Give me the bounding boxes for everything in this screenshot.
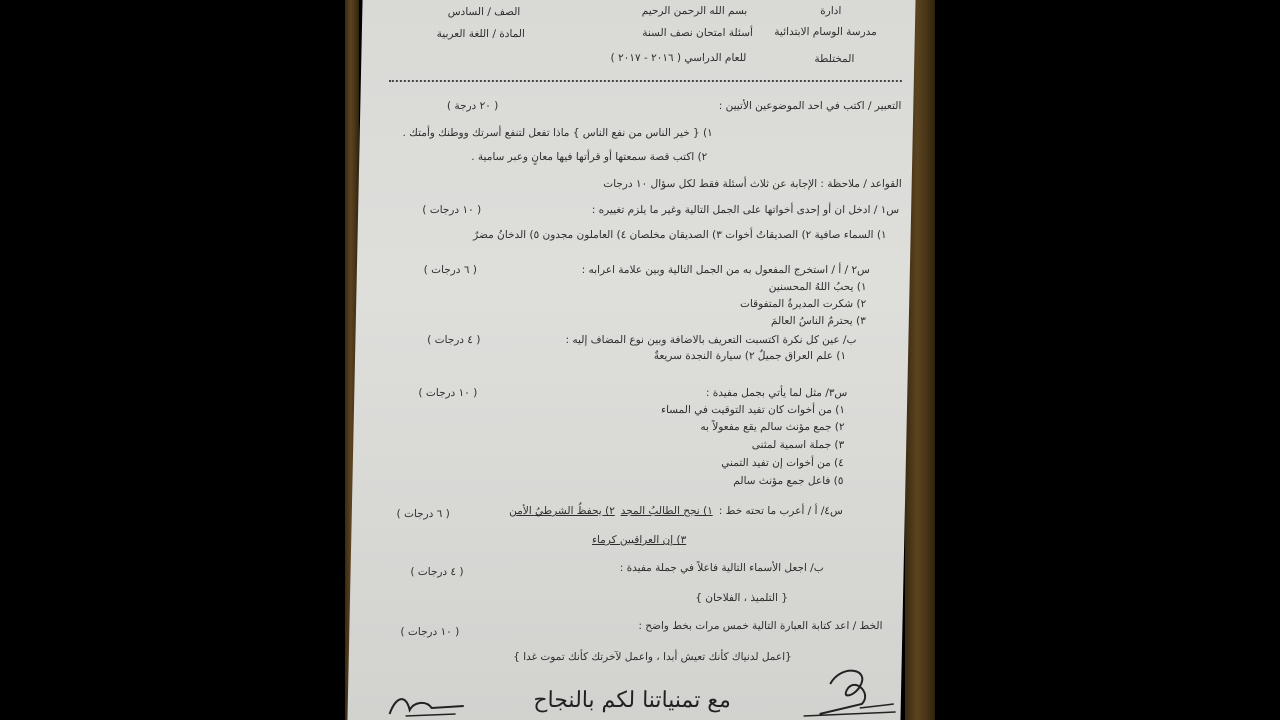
expression-heading: التعبير / اكتب في احد الموضوعين الأتيين :: [718, 100, 902, 112]
header-right-1: ادارة: [820, 5, 842, 17]
q2b-marks: ( ٤ درجات ): [427, 334, 481, 346]
header-center-3: للعام الدراسي ( ٢٠١٦ - ٢٠١٧ ): [610, 52, 747, 64]
q1-marks: ( ١٠ درجات ): [422, 204, 482, 216]
q2b-items: ١) علم العراق جميلٌ ٢) سيارة النجدة سريعةٌ: [653, 350, 847, 362]
q4a-marks: ( ٦ درجات ): [396, 508, 450, 520]
q2a-item-1: ١) يحبُ اللهُ المحسنين: [768, 281, 867, 293]
q3-item-3: ٣) جملة اسمية لمثنى: [751, 439, 845, 451]
q2a-item-2: ٢) شكرت المديرةُ المتفوقات: [739, 298, 867, 310]
exam-paper: [347, 0, 915, 720]
expression-item-1: ١) { خير الناس من نفع الناس } ماذا تفعل لتنفع أسرتك ووطنك وأمتك .: [402, 127, 713, 139]
header-right-3: المختلطة: [814, 53, 855, 65]
q2a-text: س٢ / أ / استخرج المفعول به من الجمل التالية وبين علامة اعرابه :: [581, 264, 871, 276]
q3-item-1: ١) من أخوات كان تفيد التوقيت في المساء: [660, 404, 846, 416]
handwriting-marks: ( ١٠ درجات ): [400, 626, 460, 638]
q4a-item-1: ١) نجح الطالبُ المجد: [620, 505, 713, 517]
q4a-text: س٤/ أ / أعرب ما تحته خط :: [718, 505, 843, 517]
header-right-2: مدرسة الوسام الابتدائية: [774, 26, 877, 38]
expression-item-2: ٢) اكتب قصة سمعتها أو قرأتها فيها معانٍ وعبر سامية .: [471, 151, 708, 163]
signature-left: [385, 688, 466, 720]
footer-wish: مع تمنياتنا لكم بالنجاح: [533, 688, 732, 713]
handwriting-quote: {اعمل لدنياك كأنك تعيش أبدا ، واعمل لآخرتك كأنك تموت غدا }: [513, 651, 792, 663]
q1-items: ١) السماء صافية ٢) الصديقاتُ أخوات ٣) الصديقان مخلصان ٤) العاملون مجدون ٥) الدخانُ مضرٌ: [473, 229, 887, 241]
q2a-marks: ( ٦ درجات ): [423, 264, 478, 276]
q2b-text: ب/ عين كل نكرة اكتسبت التعريف بالاضافة وبين نوع المضاف إليه :: [565, 334, 857, 346]
q3-item-4: ٤) من أخوات إن تفيد التمني: [721, 457, 844, 469]
q4b-text: ب/ اجعل الأسماء التالية فاعلاً في جملة مفيدة :: [619, 562, 824, 574]
expression-marks: ( ٢٠ درجة ): [446, 100, 499, 112]
q1-text: س١ / ادخل ان أو إحدى أخواتها على الجمل التالية وغير ما يلزم تغييره :: [591, 204, 900, 216]
q3-text: س٣/ مثل لما يأتي بجمل مفيدة :: [705, 387, 848, 399]
header-separator: [389, 80, 902, 82]
q3-item-2: ٢) جمع مؤنث سالم يقع مفعولاً به: [700, 421, 845, 433]
header-center-2: أسئلة امتحان نصف السنة: [642, 27, 753, 39]
q4a-item-2: ٢) يحفظُ الشرطيُ الأمن: [509, 505, 615, 517]
q4b-marks: ( ٤ درجات ): [410, 566, 464, 578]
q4b-items: { التلميذ ، الفلاحان }: [695, 592, 789, 604]
grammar-heading: القواعد / ملاحظة : الإجابة عن ثلاث أسئلة فقط لكل سؤال ١٠ درجات: [603, 178, 902, 190]
q4a-item-3: ٣) إن العراقيين كرماء: [591, 534, 687, 546]
header-left-1: الصف / السادس: [447, 6, 521, 18]
header-left-2: المادة / اللغة العربية: [436, 28, 525, 40]
header-center-1: بسم الله الرحمن الرحيم: [641, 5, 748, 17]
q3-marks: ( ١٠ درجات ): [418, 387, 478, 399]
signature-right: [799, 664, 900, 720]
q2a-item-3: ٣) يحترمُ الناسُ العالمَ: [770, 315, 866, 327]
q3-item-5: ٥) فاعل جمع مؤنث سالم: [733, 475, 844, 487]
handwriting-text: الخط / اعد كتابة العبارة التالية خمس مرات بخط واضح :: [638, 620, 883, 632]
